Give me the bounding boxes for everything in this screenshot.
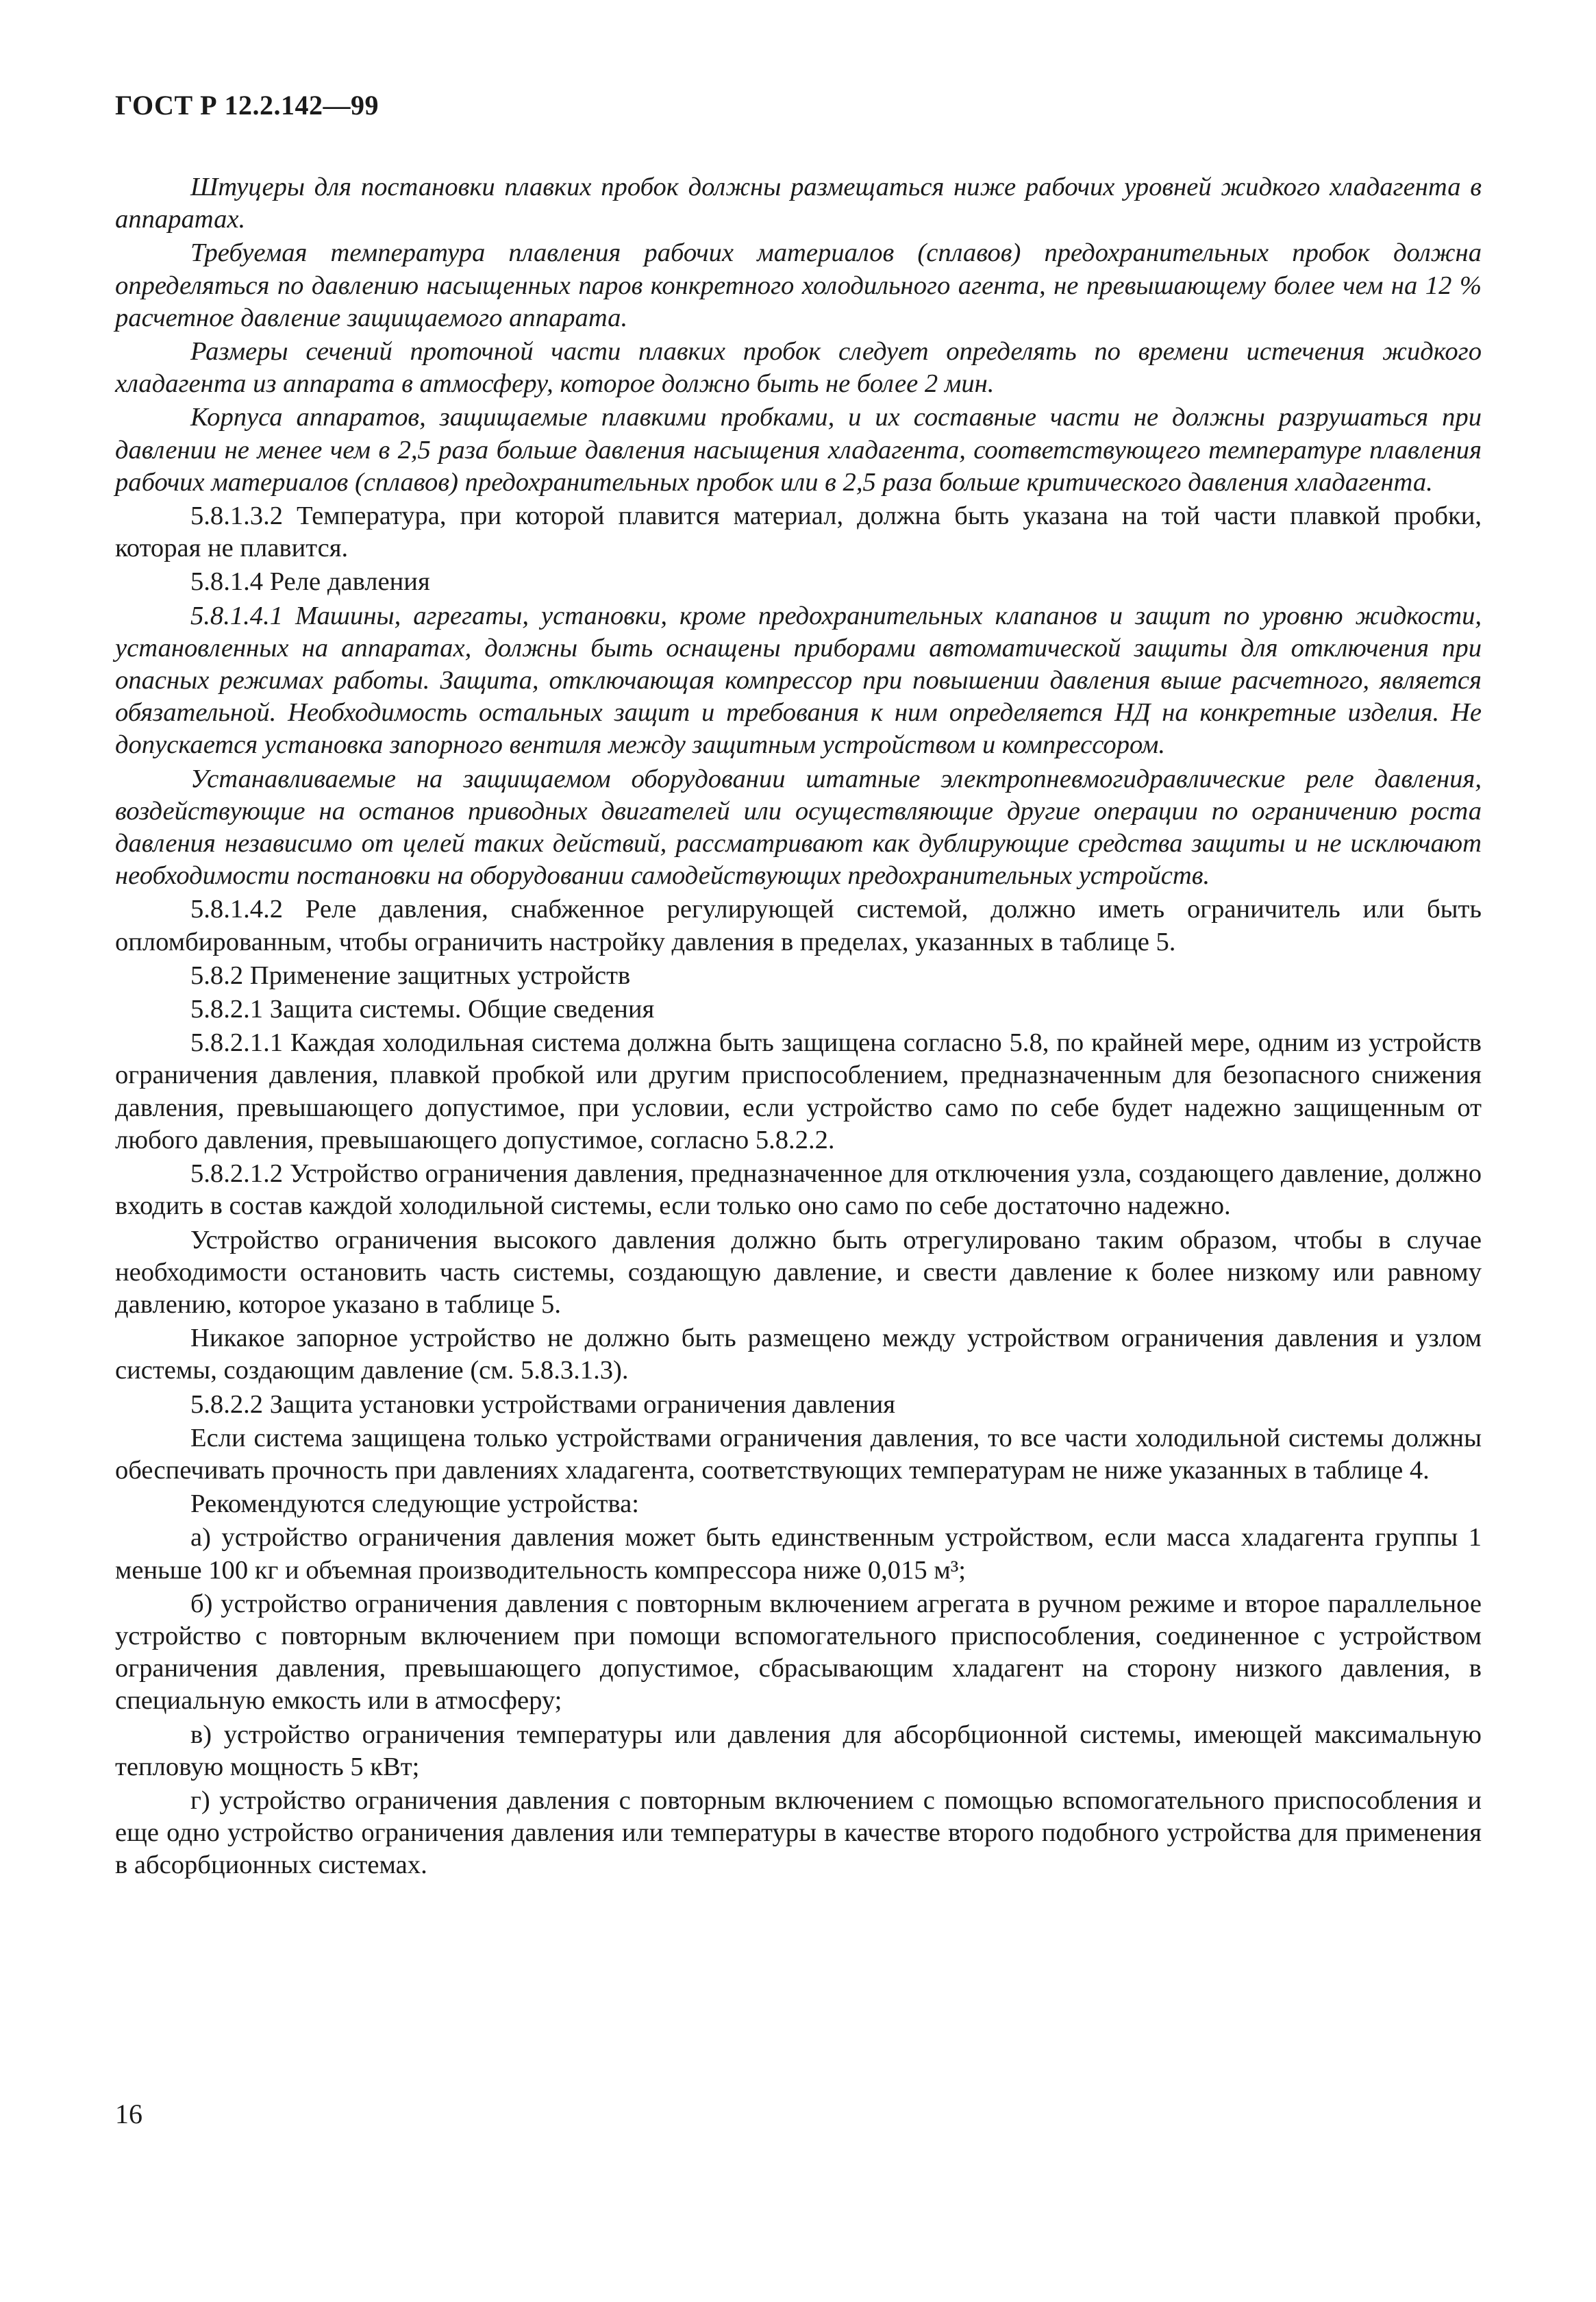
paragraph: Устройство ограничения высокого давления должно быть отрегулировано таким образом, чтобы в случае необходимости остановить часть системы, создающую давление, и свести давление к более низкому или равному давлению, которое указано в таблице 5.: [115, 1225, 1482, 1319]
page-number: 16: [115, 2099, 142, 2129]
list-item: в) устройство ограничения температуры или давления для абсорбционной системы, имеющей максимальную тепловую мощность 5 кВт;: [115, 1720, 1482, 1781]
section-heading: 5.8.2.2 Защита установки устройствами ограничения давления: [190, 1389, 896, 1419]
document-header: ГОСТ Р 12.2.142—99: [115, 90, 379, 121]
list-item: б) устройство ограничения давления с повторным включением агрегата в ручном режиме и второе параллельное устройство с повторным включением при помощи вспомогательного приспособления, соединенное с устройством ограничения давления, превышающего допустимое, сбрасывающим хладагент на сторону низкого давления, в специальную емкость или в атмосферу;: [115, 1589, 1482, 1716]
paragraph: Штуцеры для постановки плавких пробок должны размещаться ниже рабочих уровней жидкого хладагента в аппаратах.: [115, 173, 1482, 234]
paragraph: 5.8.2.1.1 Каждая холодильная система должна быть защищена согласно 5.8, по крайней мере, одним из устройств ограничения давления, плавкой пробкой или другим приспособлением, предназначенным для безопасного снижения давления, превышающего допустимое, при условии, если устройство само по себе будет надежно защищенным от любого давления, превышающего допустимое, согласно 5.8.2.2.: [115, 1028, 1482, 1154]
document-body: [115, 171, 1482, 1883]
section-heading: 5.8.2 Применение защитных устройств: [190, 961, 631, 990]
list-item: а) устройство ограничения давления может быть единственным устройством, если масса хладагента группы 1 меньше 100 кг и объемная производительность компрессора ниже 0,015 м³;: [115, 1523, 1482, 1585]
paragraph: 5.8.1.3.2 Температура, при которой плавится материал, должна быть указана на той части плавкой пробки, которая не плавится.: [115, 502, 1482, 563]
paragraph: Никакое запорное устройство не должно быть размещено между устройством ограничения давления и узлом системы, создающим давление (см. 5.8.3.1.3).: [115, 1324, 1482, 1385]
paragraph: 5.8.2.1.2 Устройство ограничения давления, предназначенное для отключения узла, создающего давление, должно входить в состав каждой холодильной системы, если только оно само по себе достаточно надежно.: [115, 1159, 1482, 1221]
paragraph: Если система защищена только устройствами ограничения давления, то все части холодильной системы должны обеспечивать прочность при давлениях хладагента, соответствующих температурам не ниже указанных в таблице 4.: [115, 1423, 1482, 1485]
paragraph: Корпуса аппаратов, защищаемые плавкими пробками, и их составные части не должны разрушаться при давлении не менее чем в 2,5 раза больше давления насыщения хладагента, соответствующего температуре плавления рабочих материалов (сплавов) предохранительных пробок или в 2,5 раза больше критического давления хладагента.: [115, 403, 1482, 497]
paragraph: Устанавливаемые на защищаемом оборудовании штатные электропневмогидравлические реле давления, воздействующие на останов приводных двигателей или осуществляющие другие операции по ограничению роста давления независимо от целей таких действий, рассматривают как дублирующие средства защиты и не исключают необходимости постановки на оборудовании самодействующих предохранительных устройств.: [115, 764, 1482, 891]
paragraph: Требуемая температура плавления рабочих материалов (сплавов) предохранительных пробок должна определяться по давлению насыщенных паров конкретного холодильного агента, не превышающему более чем на 12 % расчетное давление защищаемого аппарата.: [115, 238, 1482, 332]
section-heading: 5.8.2.1 Защита системы. Общие сведения: [190, 995, 655, 1024]
paragraph: Рекомендуются следующие устройства:: [190, 1489, 639, 1519]
paragraph: 5.8.1.4.2 Реле давления, снабженное регулирующей системой, должно иметь ограничитель или быть опломбированным, чтобы ограничить настройку давления в пределах, указанных в таблице 5.: [115, 895, 1482, 956]
section-heading: 5.8.1.4 Реле давления: [190, 567, 430, 597]
paragraph: Размеры сечений проточной части плавких пробок следует определять по времени истечения жидкого хладагента из аппарата в атмосферу, которое должно быть не более 2 мин.: [115, 337, 1482, 399]
paragraph: 5.8.1.4.1 Машины, агрегаты, установки, кроме предохранительных клапанов и защит по уровню жидкости, установленных на аппаратах, должны быть оснащены приборами автоматической защиты для отключения при опасных режимах работы. Защита, отключающая компрессор при повышении давления выше расчетного, является обязательной. Необходимость остальных защит и требования к ним определяется НД на конкретные изделия. Не допускается установка запорного вентиля между защитным устройством и компрессором.: [115, 601, 1482, 760]
list-item: г) устройство ограничения давления с повторным включением с помощью вспомогательного приспособления и еще одно устройство ограничения давления или температуры в качестве второго подобного устройства для применения в абсорбционных системах.: [115, 1785, 1482, 1880]
